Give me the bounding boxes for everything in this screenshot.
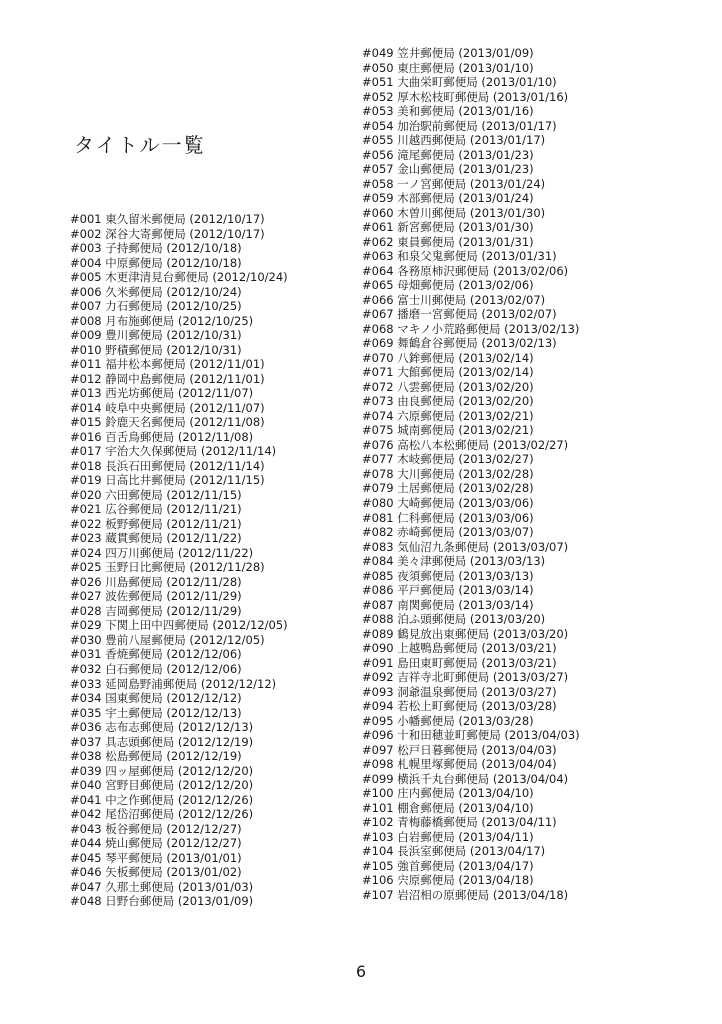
title-list-item: #030 豊前八屋郵便局 (2012/12/05) xyxy=(70,632,265,647)
title-list-item: #043 板谷郵便局 (2012/12/27) xyxy=(70,821,242,836)
title-list-item: #003 子持郵便局 (2012/10/18) xyxy=(70,241,242,256)
title-list-item: #021 広谷郵便局 (2012/11/21) xyxy=(70,502,242,517)
title-list-item: #074 六原郵便局 (2013/02/21) xyxy=(362,408,534,423)
title-list-item: #090 上越鴨島郵便局 (2013/03/21) xyxy=(362,641,557,656)
title-list-item: #098 札幌里塚郵便局 (2013/04/04) xyxy=(362,757,557,772)
title-list-item: #028 吉岡郵便局 (2012/11/29) xyxy=(70,603,242,618)
title-list-item: #049 笠井郵便局 (2013/01/09) xyxy=(362,46,534,60)
title-list-item: #093 洞爺温泉郵便局 (2013/03/27) xyxy=(362,684,557,699)
title-list-item: #083 気仙沼九条郵便局 (2013/03/07) xyxy=(362,539,569,554)
title-list-item: #062 東員郵便局 (2013/01/31) xyxy=(362,234,534,249)
title-list-item: #078 大川郵便局 (2013/02/28) xyxy=(362,466,534,481)
title-list-item: #017 宇治大久保郵便局 (2012/11/14) xyxy=(70,444,277,459)
title-list-item: #013 西光坊郵便局 (2012/11/07) xyxy=(70,386,254,401)
title-list-item: #040 宮野目郵便局 (2012/12/20) xyxy=(70,778,254,793)
title-list-item: #053 美和郵便局 (2013/01/16) xyxy=(362,104,534,119)
title-list-item: #107 岩沼相の原郵便局 (2013/04/18) xyxy=(362,887,569,902)
title-list-item: #015 鈴鹿天名郵便局 (2012/11/08) xyxy=(70,415,265,430)
title-list-item: #103 白岩郵便局 (2013/04/11) xyxy=(362,829,534,844)
title-list-item: #022 板野郵便局 (2012/11/21) xyxy=(70,516,242,531)
title-list-item: #055 川越西郵便局 (2013/01/17) xyxy=(362,133,546,148)
title-list-item: #063 和泉父鬼郵便局 (2013/01/31) xyxy=(362,249,557,264)
title-list-item: #105 強首郵便局 (2013/04/17) xyxy=(362,858,534,873)
title-list-item: #001 東久留米郵便局 (2012/10/17) xyxy=(70,212,265,226)
title-list-item: #089 鶴見放出東郵便局 (2013/03/20) xyxy=(362,626,569,641)
title-list-item: #031 香焼郵便局 (2012/12/06) xyxy=(70,647,242,662)
title-list-item: #056 滝尾郵便局 (2013/01/23) xyxy=(362,147,534,162)
title-list-item: #036 志布志郵便局 (2012/12/13) xyxy=(70,720,254,735)
title-list-item: #007 力石郵便局 (2012/10/25) xyxy=(70,299,242,314)
title-list-item: #104 長浜室郵便局 (2013/04/17) xyxy=(362,844,546,859)
title-list-item: #087 南関郵便局 (2013/03/14) xyxy=(362,597,534,612)
title-list-item: #018 長浜石田郵便局 (2012/11/14) xyxy=(70,458,265,473)
title-list-item: #064 各務原柿沢郵便局 (2013/02/06) xyxy=(362,263,569,278)
title-list-item: #050 東庄郵便局 (2013/01/10) xyxy=(362,60,534,75)
title-list-item: #032 白石郵便局 (2012/12/06) xyxy=(70,661,242,676)
title-list-item: #100 庄内郵便局 (2013/04/10) xyxy=(362,786,534,801)
title-list-item: #099 横浜千丸台郵便局 (2013/04/04) xyxy=(362,771,569,786)
title-list-item: #067 播磨一宮郵便局 (2013/02/07) xyxy=(362,307,557,322)
title-list-item: #079 土居郵便局 (2013/02/28) xyxy=(362,481,534,496)
title-list-item: #070 八鉾郵便局 (2013/02/14) xyxy=(362,350,534,365)
title-list-item: #020 六田郵便局 (2012/11/15) xyxy=(70,487,242,502)
title-list-item: #066 富士川郵便局 (2013/02/07) xyxy=(362,292,546,307)
title-list-item: #096 十和田穂並町郵便局 (2013/04/03) xyxy=(362,728,580,743)
title-list-item: #060 木曽川郵便局 (2013/01/30) xyxy=(362,205,546,220)
title-list-item: #058 一ノ宮郵便局 (2013/01/24) xyxy=(362,176,546,191)
title-list-item: #019 日高比井郵便局 (2012/11/15) xyxy=(70,473,265,488)
title-list-item: #052 厚木松枝町郵便局 (2013/01/16) xyxy=(362,89,569,104)
title-list-item: #069 舞鶴倉谷郵便局 (2013/02/13) xyxy=(362,336,557,351)
title-list-item: #044 焼山郵便局 (2012/12/27) xyxy=(70,836,242,851)
title-list-item: #038 松島郵便局 (2012/12/19) xyxy=(70,749,242,764)
title-list-item: #025 玉野日比郵便局 (2012/11/28) xyxy=(70,560,265,575)
title-list-item: #041 中之作郵便局 (2012/12/26) xyxy=(70,792,254,807)
title-list-item: #042 尾岱沼郵便局 (2012/12/26) xyxy=(70,807,254,822)
title-list-item: #091 島田東町郵便局 (2013/03/21) xyxy=(362,655,557,670)
title-list-item: #072 八雲郵便局 (2013/02/20) xyxy=(362,379,534,394)
title-list-item: #048 日野台郵便局 (2013/01/09) xyxy=(70,894,254,909)
title-list-item: #101 棚倉郵便局 (2013/04/10) xyxy=(362,800,534,815)
title-list-item: #029 下関上田中四郵便局 (2012/12/05) xyxy=(70,618,288,633)
title-list-item: #014 岐阜中央郵便局 (2012/11/07) xyxy=(70,400,265,415)
title-list-item: #075 城南郵便局 (2013/02/21) xyxy=(362,423,534,438)
title-list-left-column xyxy=(70,212,288,909)
title-list-item: #023 蔵貫郵便局 (2012/11/22) xyxy=(70,531,242,546)
title-list-item: #080 大崎郵便局 (2013/03/06) xyxy=(362,495,534,510)
title-list-item: #004 中原郵便局 (2012/10/18) xyxy=(70,255,242,270)
title-list-item: #065 母畑郵便局 (2013/02/06) xyxy=(362,278,534,293)
title-list-item: #034 国東郵便局 (2012/12/12) xyxy=(70,691,242,706)
title-list-item: #077 木岐郵便局 (2013/02/27) xyxy=(362,452,534,467)
title-list-item: #037 具志頭郵便局 (2012/12/19) xyxy=(70,734,254,749)
title-list-item: #010 野積郵便局 (2012/10/31) xyxy=(70,342,242,357)
title-list-item: #106 宍原郵便局 (2013/04/18) xyxy=(362,873,534,888)
title-list-item: #011 福井松本郵便局 (2012/11/01) xyxy=(70,357,265,372)
page-number: 6 xyxy=(355,962,367,981)
title-list-item: #051 大曲栄町郵便局 (2013/01/10) xyxy=(362,75,557,90)
title-list-item: #084 美々津郵便局 (2013/03/13) xyxy=(362,554,546,569)
title-list-item: #092 吉祥寺北町郵便局 (2013/03/27) xyxy=(362,670,569,685)
title-list-item: #046 矢板郵便局 (2013/01/02) xyxy=(70,865,242,880)
title-list-item: #005 木更津清見台郵便局 (2012/10/24) xyxy=(70,270,288,285)
title-list-item: #071 大館郵便局 (2013/02/14) xyxy=(362,365,534,380)
title-list-item: #088 泊ふ頭郵便局 (2013/03/20) xyxy=(362,612,546,627)
title-list-item: #026 川島郵便局 (2012/11/28) xyxy=(70,574,242,589)
title-list-item: #016 百舌鳥郵便局 (2012/11/08) xyxy=(70,429,254,444)
title-list-item: #085 夜須郵便局 (2013/03/13) xyxy=(362,568,534,583)
title-list-item: #057 金山郵便局 (2013/01/23) xyxy=(362,162,534,177)
page-title: タイトル一覧 xyxy=(74,133,206,158)
title-list-item: #068 マキノ小荒路郵便局 (2013/02/13) xyxy=(362,321,580,336)
title-list-item: #006 久米郵便局 (2012/10/24) xyxy=(70,284,242,299)
title-list-item: #097 松戸日暮郵便局 (2013/04/03) xyxy=(362,742,557,757)
title-list-item: #008 月布施郵便局 (2012/10/25) xyxy=(70,313,254,328)
title-list-item: #095 小幡郵便局 (2013/03/28) xyxy=(362,713,534,728)
title-list-item: #027 波佐郵便局 (2012/11/29) xyxy=(70,589,242,604)
title-list-right-column xyxy=(362,46,580,902)
title-list-item: #076 高松八本松郵便局 (2013/02/27) xyxy=(362,437,569,452)
title-list-item: #012 静岡中島郵便局 (2012/11/01) xyxy=(70,371,265,386)
title-list-item: #073 由良郵便局 (2013/02/20) xyxy=(362,394,534,409)
title-list-item: #086 平戸郵便局 (2013/03/14) xyxy=(362,583,534,598)
title-list-item: #045 琴平郵便局 (2013/01/01) xyxy=(70,850,242,865)
title-list-item: #054 加治駅前郵便局 (2013/01/17) xyxy=(362,118,557,133)
title-list-item: #035 宇土郵便局 (2012/12/13) xyxy=(70,705,242,720)
title-list-item: #061 新宮郵便局 (2013/01/30) xyxy=(362,220,534,235)
title-list-item: #094 若松上町郵便局 (2013/03/28) xyxy=(362,699,557,714)
title-list-item: #024 四万川郵便局 (2012/11/22) xyxy=(70,545,254,560)
title-list-item: #059 木部郵便局 (2013/01/24) xyxy=(362,191,534,206)
title-list-item: #039 四ッ屋郵便局 (2012/12/20) xyxy=(70,763,254,778)
title-list-item: #081 仁科郵便局 (2013/03/06) xyxy=(362,510,534,525)
title-list-item: #082 赤崎郵便局 (2013/03/07) xyxy=(362,525,534,540)
title-list-item: #102 青梅藤橋郵便局 (2013/04/11) xyxy=(362,815,557,830)
title-list-item: #033 延岡島野浦郵便局 (2012/12/12) xyxy=(70,676,277,691)
title-list-item: #009 豊川郵便局 (2012/10/31) xyxy=(70,328,242,343)
title-list-item: #047 久那土郵便局 (2013/01/03) xyxy=(70,879,254,894)
title-list-item: #002 深谷大寄郵便局 (2012/10/17) xyxy=(70,226,265,241)
